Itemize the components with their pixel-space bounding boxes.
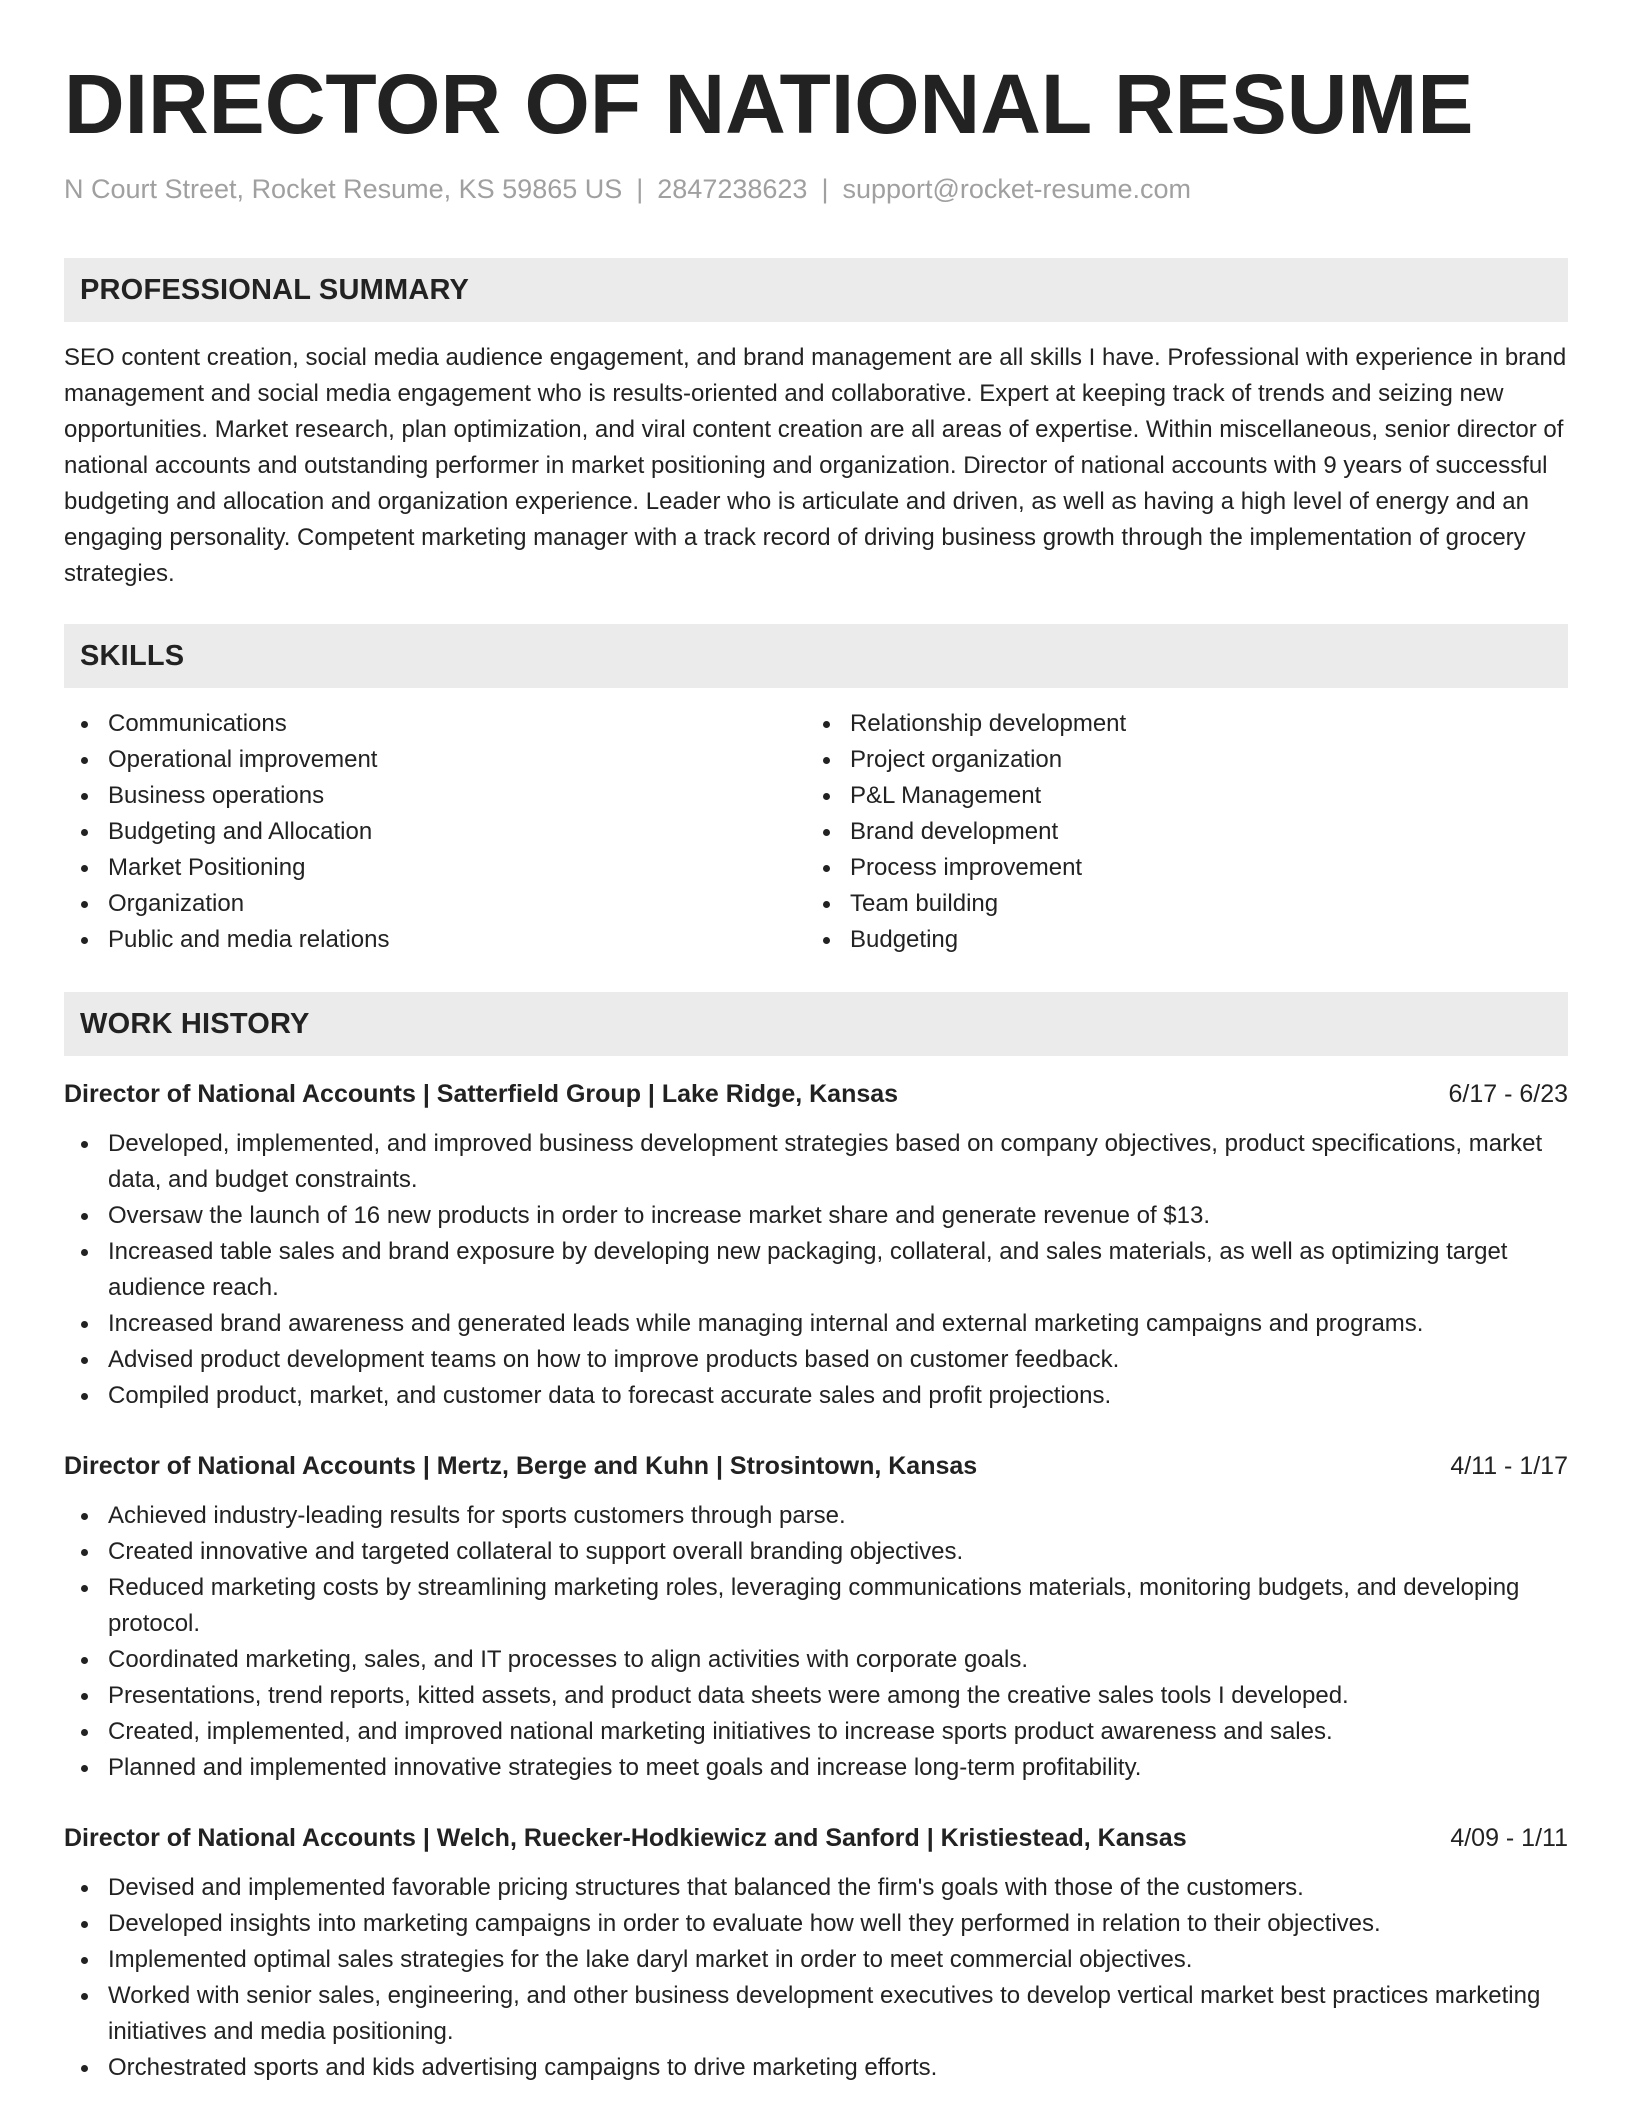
skill-item: Process improvement [806,850,1548,886]
job-dates: 4/09 - 1/11 [1450,1824,1568,1852]
job-bullet: Created, implemented, and improved national marketing initiatives to increase sports product awareness and sales. [64,1714,1568,1750]
skill-item: Market Positioning [64,850,806,886]
job-bullet: Increased brand awareness and generated leads while managing internal and external marketing campaigns and programs. [64,1306,1568,1342]
job-entry [64,1448,1568,1786]
job-entry [64,1820,1568,2086]
job-heading-row [64,1820,1568,1856]
job-bullets [64,1498,1568,1786]
skill-item: Project organization [806,742,1548,778]
resume-title: DIRECTOR OF NATIONAL RESUME [64,57,1474,151]
job-bullet: Advised product development teams on how to improve products based on customer feedback. [64,1342,1568,1378]
skill-item: Operational improvement [64,742,806,778]
skill-item: Public and media relations [64,922,806,958]
contact-address: N Court Street, Rocket Resume, KS 59865 US [64,174,623,204]
job-heading: Director of National Accounts | Satterfield Group | Lake Ridge, Kansas [64,1080,899,1108]
skill-item: P&L Management [806,778,1548,814]
skill-item: Budgeting and Allocation [64,814,806,850]
contact-separator: | [636,174,644,204]
skills-column-right [806,706,1548,958]
skill-item: Brand development [806,814,1548,850]
skill-item: Communications [64,706,806,742]
job-bullet: Developed, implemented, and improved business development strategies based on company objectives, product specifications, market data, and budget constraints. [64,1126,1568,1198]
job-dates: 4/11 - 1/17 [1450,1452,1568,1480]
job-bullets [64,1126,1568,1414]
job-bullet: Reduced marketing costs by streamlining marketing roles, leveraging communications materials, monitoring budgets, and developing protocol. [64,1570,1568,1642]
job-bullet: Coordinated marketing, sales, and IT processes to align activities with corporate goals. [64,1642,1568,1678]
section-header-skills: SKILLS [64,624,1568,688]
job-heading-row [64,1448,1568,1484]
contact-line [64,172,1568,206]
skills-list [64,706,1568,958]
section-header-work-history: WORK HISTORY [64,992,1568,1056]
skill-item: Budgeting [806,922,1548,958]
job-bullets [64,1870,1568,2086]
job-dates: 6/17 - 6/23 [1448,1080,1568,1108]
job-heading: Director of National Accounts | Mertz, Berge and Kuhn | Strosintown, Kansas [64,1452,978,1480]
job-bullet: Orchestrated sports and kids advertising campaigns to drive marketing efforts. [64,2050,1568,2086]
job-bullet: Compiled product, market, and customer data to forecast accurate sales and profit projections. [64,1378,1568,1414]
job-bullet: Implemented optimal sales strategies for the lake daryl market in order to meet commercial objectives. [64,1942,1568,1978]
job-bullet: Achieved industry-leading results for sports customers through parse. [64,1498,1568,1534]
contact-separator: | [821,174,829,204]
skill-item: Organization [64,886,806,922]
job-entry [64,1076,1568,1414]
skill-item: Business operations [64,778,806,814]
skill-item: Team building [806,886,1548,922]
job-bullet: Created innovative and targeted collateral to support overall branding objectives. [64,1534,1568,1570]
contact-email: support@rocket-resume.com [842,174,1191,204]
skills-column-left [64,706,806,958]
job-bullet: Devised and implemented favorable pricing structures that balanced the firm's goals with those of the customers. [64,1870,1568,1906]
section-header-summary: PROFESSIONAL SUMMARY [64,258,1568,322]
job-bullet: Planned and implemented innovative strategies to meet goals and increase long-term profitability. [64,1750,1568,1786]
job-bullet: Developed insights into marketing campaigns in order to evaluate how well they performed in relation to their objectives. [64,1906,1568,1942]
job-bullet: Worked with senior sales, engineering, and other business development executives to develop vertical market best practices marketing initiatives and media positioning. [64,1978,1568,2050]
job-bullet: Oversaw the launch of 16 new products in order to increase market share and generate revenue of $13. [64,1198,1568,1234]
job-bullet: Presentations, trend reports, kitted assets, and product data sheets were among the creative sales tools I developed. [64,1678,1568,1714]
job-heading-row [64,1076,1568,1112]
skill-item: Relationship development [806,706,1548,742]
job-bullet: Increased table sales and brand exposure by developing new packaging, collateral, and sales materials, as well as optimizing target audience reach. [64,1234,1568,1306]
summary-text: SEO content creation, social media audience engagement, and brand management are all skills I have. Professional with experience in brand management and social media engagement who is results-oriented and collaborative. Expert at keeping track of trends and seizing new opportunities. Market research, plan optimization, and viral content creation are all areas of expertise. Within miscellaneous, senior director of national accounts and outstanding performer in market positioning and organization. Director of national accounts with 9 years of successful budgeting and allocation and organization experience. Leader who is articulate and driven, as well as having a high level of energy and an engaging personality. Competent marketing manager with a track record of driving business growth through the implementation of grocery strategies. [64,344,1567,587]
contact-phone: 2847238623 [657,174,808,204]
job-heading: Director of National Accounts | Welch, Ruecker-Hodkiewicz and Sanford | Kristiestead, Kansas [64,1824,1187,1852]
